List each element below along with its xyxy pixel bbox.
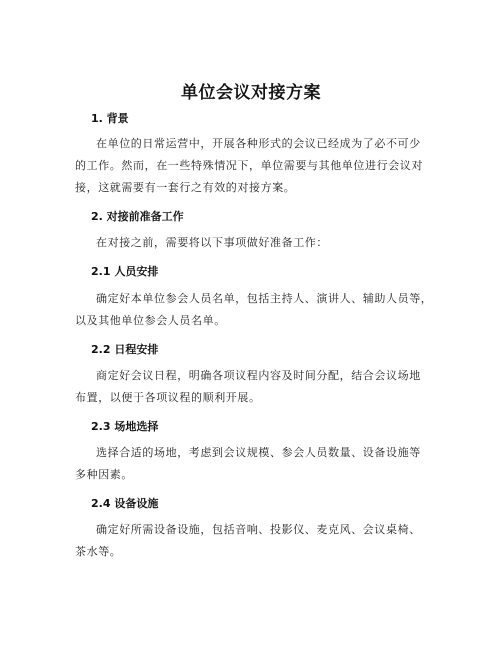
section-heading-background: 1. 背景 xyxy=(91,112,129,125)
paragraph-line: 商定好会议日程，明确各项议程内容及时间分配，结合会议场地 xyxy=(96,369,421,382)
paragraph-line: 选择合适的场地，考虑到会议规模、参会人员数量、设备设施等 xyxy=(96,446,421,459)
paragraph-line: 接，这就需要有一套行之有效的对接方案。 xyxy=(75,181,296,194)
paragraph-line: 布置，以便于各项议程的顺利开展。 xyxy=(75,391,261,404)
section-heading-preparation: 2. 对接前准备工作 xyxy=(91,210,184,223)
paragraph-line: 在对接之前，需要将以下事项做好准备工作： xyxy=(96,236,328,249)
paragraph-line: 的工作。然而，在一些特殊情况下，单位需要与其他单位进行会议对 xyxy=(75,159,423,172)
paragraph-line: 以及其他单位参会人员名单。 xyxy=(75,314,226,327)
paragraph-line: 确定好所需设备设施，包括音响、投影仪、麦克风、会议桌椅、 xyxy=(96,523,421,536)
paragraph-line: 在单位的日常运营中，开展各种形式的会议已经成为了必不可少 xyxy=(96,137,421,150)
paragraph-line: 确定好本单位参会人员名单，包括主持人、演讲人、辅助人员等， xyxy=(96,292,433,305)
paragraph-line: 茶水等。 xyxy=(75,545,122,558)
section-heading-personnel: 2.1 人员安排 xyxy=(91,265,159,278)
document-title: 单位会议对接方案 xyxy=(181,83,321,103)
paragraph-line: 多种因素。 xyxy=(75,468,133,481)
section-heading-schedule: 2.2 日程安排 xyxy=(91,343,159,356)
section-heading-venue: 2.3 场地选择 xyxy=(91,420,159,433)
section-heading-equipment: 2.4 设备设施 xyxy=(91,497,159,510)
